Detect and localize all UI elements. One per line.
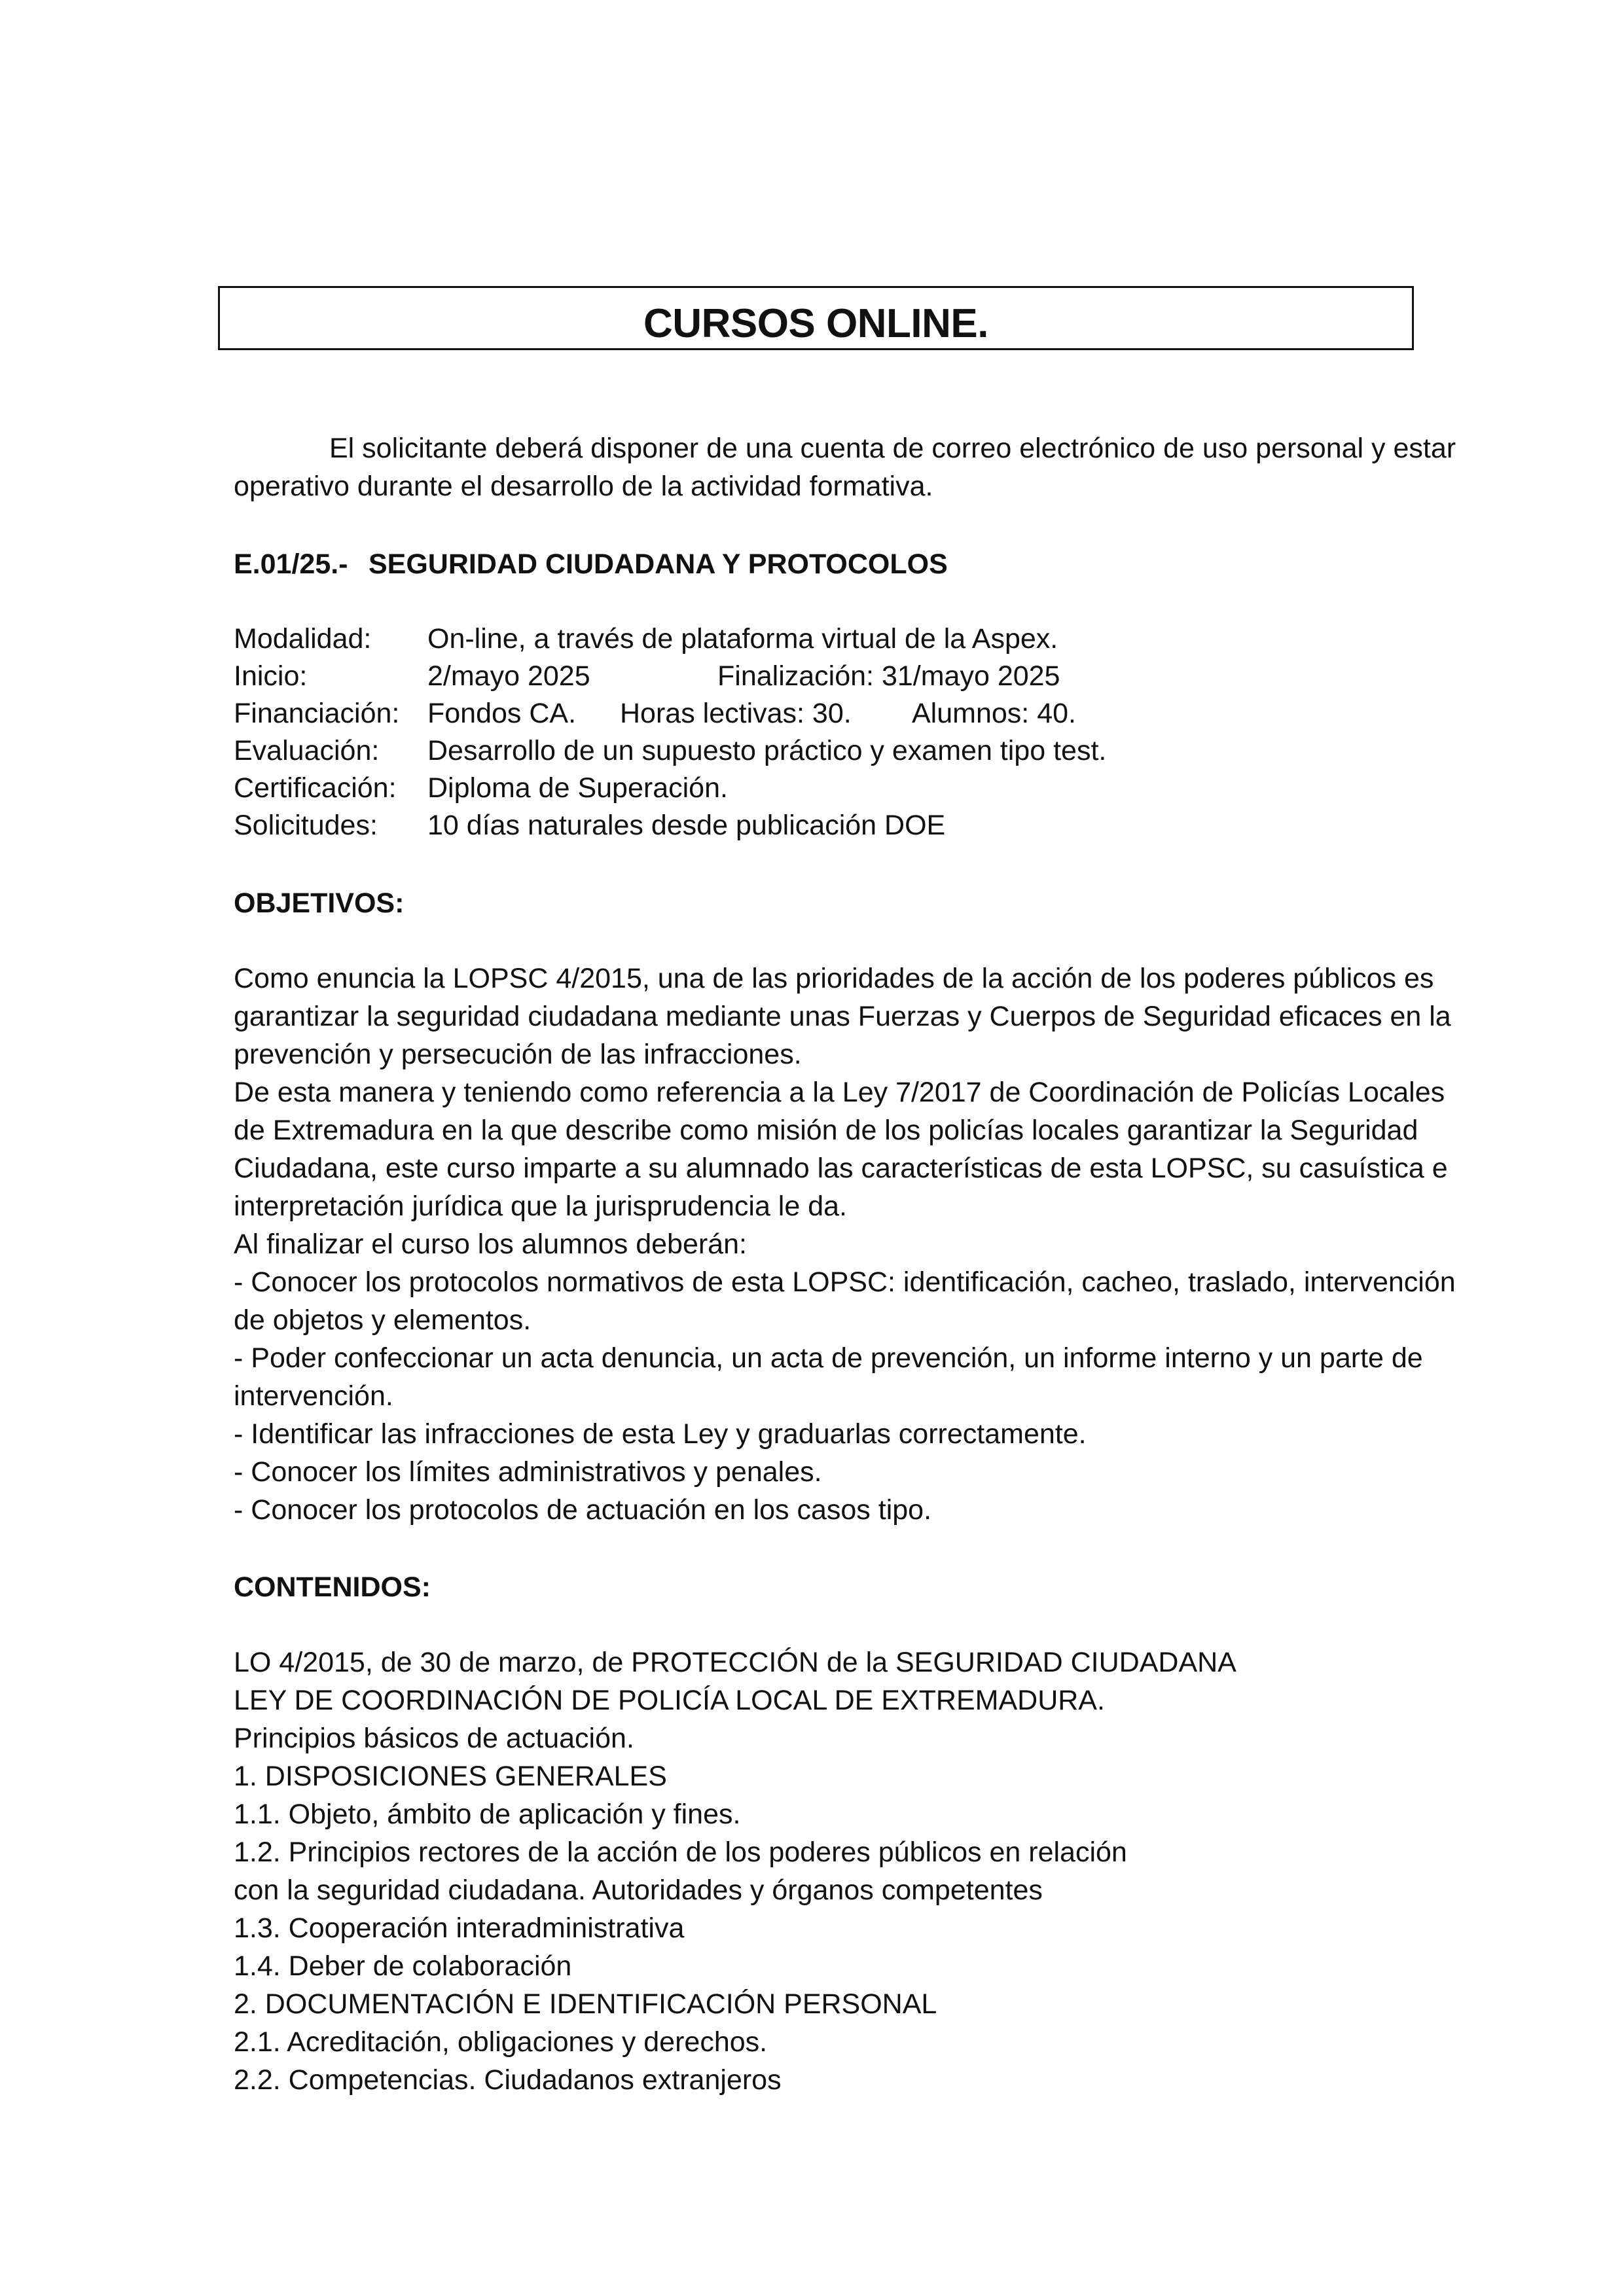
objetivos-heading: OBJETIVOS: — [234, 888, 405, 919]
contenidos-heading: CONTENIDOS: — [234, 1571, 431, 1603]
objetivos-line: Al finalizar el curso los alumnos deberán: — [234, 1229, 747, 1260]
intro-line-2: operativo durante el desarrollo de la actividad formativa. — [234, 471, 933, 502]
objetivos-line: intervención. — [234, 1380, 393, 1412]
objetivos-line: - Conocer los protocolos normativos de esta LOPSC: identificación, cacheo, traslado, intervención — [234, 1266, 1456, 1298]
page-title: CURSOS ONLINE. — [643, 301, 988, 346]
objetivos-line: interpretación jurídica que la jurisprudencia le da. — [234, 1191, 847, 1222]
modalidad-label: Modalidad: — [234, 623, 372, 655]
contenidos-line: 2. DOCUMENTACIÓN E IDENTIFICACIÓN PERSONAL — [234, 1988, 937, 2020]
contenidos-line: 1.4. Deber de colaboración — [234, 1950, 572, 1982]
course-name: SEGURIDAD CIUDADANA Y PROTOCOLOS — [369, 548, 948, 580]
solicitudes-value: 10 días naturales desde publicación DOE — [427, 810, 946, 841]
financiacion-value: Fondos CA. — [427, 698, 577, 729]
alumnos-count: Alumnos: 40. — [912, 698, 1076, 729]
contenidos-line: 2.2. Competencias. Ciudadanos extranjeros — [234, 2064, 782, 2096]
contenidos-line: LEY DE COORDINACIÓN DE POLICÍA LOCAL DE EXTREMADURA. — [234, 1685, 1105, 1716]
certificacion-label: Certificación: — [234, 772, 397, 804]
certificacion-value: Diploma de Superación. — [427, 772, 728, 804]
objetivos-line: garantizar la seguridad ciudadana mediante unas Fuerzas y Cuerpos de Seguridad eficaces en la — [234, 1001, 1451, 1032]
intro-line-1: El solicitante deberá disponer de una cuenta de correo electrónico de uso personal y estar — [329, 433, 1456, 464]
inicio-label: Inicio: — [234, 660, 308, 692]
contenidos-line: 1.1. Objeto, ámbito de aplicación y fines. — [234, 1799, 741, 1830]
solicitudes-label: Solicitudes: — [234, 810, 378, 841]
title-box — [218, 286, 1414, 350]
contenidos-line: 1.2. Principios rectores de la acción de los poderes públicos en relación — [234, 1837, 1127, 1868]
objetivos-line: de Extremadura en la que describe como misión de los policías locales garantizar la Seguridad — [234, 1115, 1418, 1146]
objetivos-line: prevención y persecución de las infracciones. — [234, 1039, 802, 1070]
objetivos-line: - Poder confeccionar un acta denuncia, un acta de prevención, un informe interno y un parte de — [234, 1342, 1423, 1374]
contenidos-line: Principios básicos de actuación. — [234, 1723, 634, 1754]
objetivos-line: - Conocer los límites administrativos y penales. — [234, 1456, 822, 1488]
objetivos-line: - Conocer los protocolos de actuación en los casos tipo. — [234, 1494, 932, 1526]
objetivos-line: - Identificar las infracciones de esta Ley y graduarlas correctamente. — [234, 1418, 1087, 1450]
financiacion-label: Financiación: — [234, 698, 400, 729]
contenidos-line: LO 4/2015, de 30 de marzo, de PROTECCIÓN de la SEGURIDAD CIUDADANA — [234, 1647, 1236, 1678]
objetivos-line: Como enuncia la LOPSC 4/2015, una de las prioridades de la acción de los poderes públicos es — [234, 963, 1434, 994]
modalidad-value: On-line, a través de plataforma virtual de la Aspex. — [427, 623, 1058, 655]
evaluacion-label: Evaluación: — [234, 735, 380, 766]
course-code: E.01/25.- — [234, 548, 348, 580]
inicio-value: 2/mayo 2025 — [427, 660, 590, 692]
objetivos-line: de objetos y elementos. — [234, 1304, 532, 1336]
contenidos-line: 1. DISPOSICIONES GENERALES — [234, 1761, 667, 1792]
contenidos-line: 2.1. Acreditación, obligaciones y derechos. — [234, 2026, 768, 2058]
contenidos-line: con la seguridad ciudadana. Autoridades y órganos competentes — [234, 1874, 1043, 1906]
objetivos-line: Ciudadana, este curso imparte a su alumnado las características de esta LOPSC, su casuística e — [234, 1153, 1448, 1184]
horas-lectivas: Horas lectivas: 30. — [620, 698, 852, 729]
evaluacion-value: Desarrollo de un supuesto práctico y examen tipo test. — [427, 735, 1107, 766]
finalizacion-value: Finalización: 31/mayo 2025 — [717, 660, 1060, 692]
contenidos-line: 1.3. Cooperación interadministrativa — [234, 1912, 685, 1944]
objetivos-line: De esta manera y teniendo como referencia a la Ley 7/2017 de Coordinación de Policías Locales — [234, 1077, 1445, 1108]
